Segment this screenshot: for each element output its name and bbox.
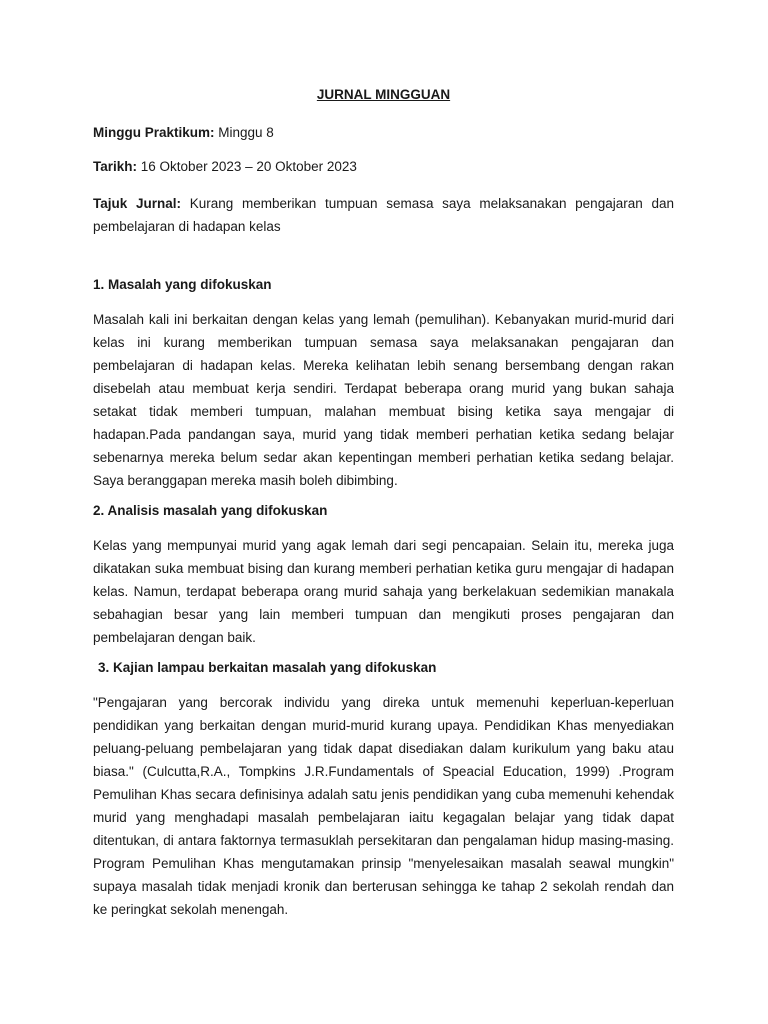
minggu-praktikum-line	[93, 124, 674, 142]
document-title: JURNAL MINGGUAN	[316, 87, 451, 102]
tajuk-jurnal-value: Kurang memberikan tumpuan semasa saya melaksanakan pengajaran dan pembelajaran di hadapan kelas	[93, 196, 674, 234]
tajuk-jurnal-line	[93, 192, 674, 238]
section-body-2: Kelas yang mempunyai murid yang agak lemah dari segi pencapaian. Selain itu, mereka juga dikatakan suka membuat bising dan kurang memberi perhatian ketika guru mengajar di hadapan kelas. Namun, terdapat beberapa orang murid sahaja yang berkelakuan sedemikian manakala sebahagian besar yang lain memberi tumpuan dan mengikuti proses pengajaran dan pembelajaran dengan baik.	[93, 538, 674, 645]
tarikh-label: Tarikh:	[93, 159, 138, 174]
section-body-3: "Pengajaran yang bercorak individu yang direka untuk memenuhi keperluan-keperluan pendidikan yang berkaitan dengan murid-murid kurang upaya. Pendidikan Khas menyediakan peluang-peluang pembelajaran yang tidak dapat disediakan dalam kurikulum yang baku atau biasa." (Culcutta,R.A., Tompkins J.R.Fundamentals of Speacial Education, 1999) .Program Pemulihan Khas secara definisinya adalah satu jenis pendidikan yang cuba memenuhi kehendak murid yang menghadapi masalah pembelajaran iaitu kegagalan belajar yang tidak dapat ditentukan, di antara faktornya termasuklah persekitaran dan pengalaman hidup masing-masing. Program Pemulihan Khas mengutamakan prinsip "menyelesaikan masalah seawal mungkin" supaya masalah tidak menjadi kronik dan berterusan sehingga ke tahap 2 sekolah rendah dan ke peringkat sekolah menengah.	[93, 695, 674, 917]
tajuk-jurnal-label: Tajuk Jurnal:	[93, 196, 181, 211]
section-heading-2: 2. Analisis masalah yang difokuskan	[93, 503, 328, 518]
section-heading-3: 3. Kajian lampau berkaitan masalah yang difokuskan	[98, 660, 437, 675]
section-heading-1: 1. Masalah yang difokuskan	[93, 277, 272, 292]
section-body-1: Masalah kali ini berkaitan dengan kelas yang lemah (pemulihan). Kebanyakan murid-murid dari kelas ini kurang memberikan tumpuan semasa saya melaksanakan pengajaran dan pembelajaran di hadapan kelas. Mereka kelihatan lebih senang bersembang dengan rakan disebelah atau membuat kerja sendiri. Terdapat beberapa orang murid yang bukan sahaja setakat tidak memberi tumpuan, malahan membuat bising ketika saya mengajar di hadapan.Pada pandangan saya, murid yang tidak memberi perhatian ketika sedang belajar sebenarnya mereka belum sedar akan kepentingan memberi perhatian ketika sedang belajar. Saya beranggapan mereka masih boleh dibimbing.	[93, 312, 674, 488]
tarikh-value: 16 Oktober 2023 – 20 Oktober 2023	[140, 159, 357, 174]
tarikh-line	[93, 158, 674, 176]
minggu-praktikum-label: Minggu Praktikum:	[93, 125, 215, 140]
minggu-praktikum-value: Minggu 8	[218, 125, 274, 140]
